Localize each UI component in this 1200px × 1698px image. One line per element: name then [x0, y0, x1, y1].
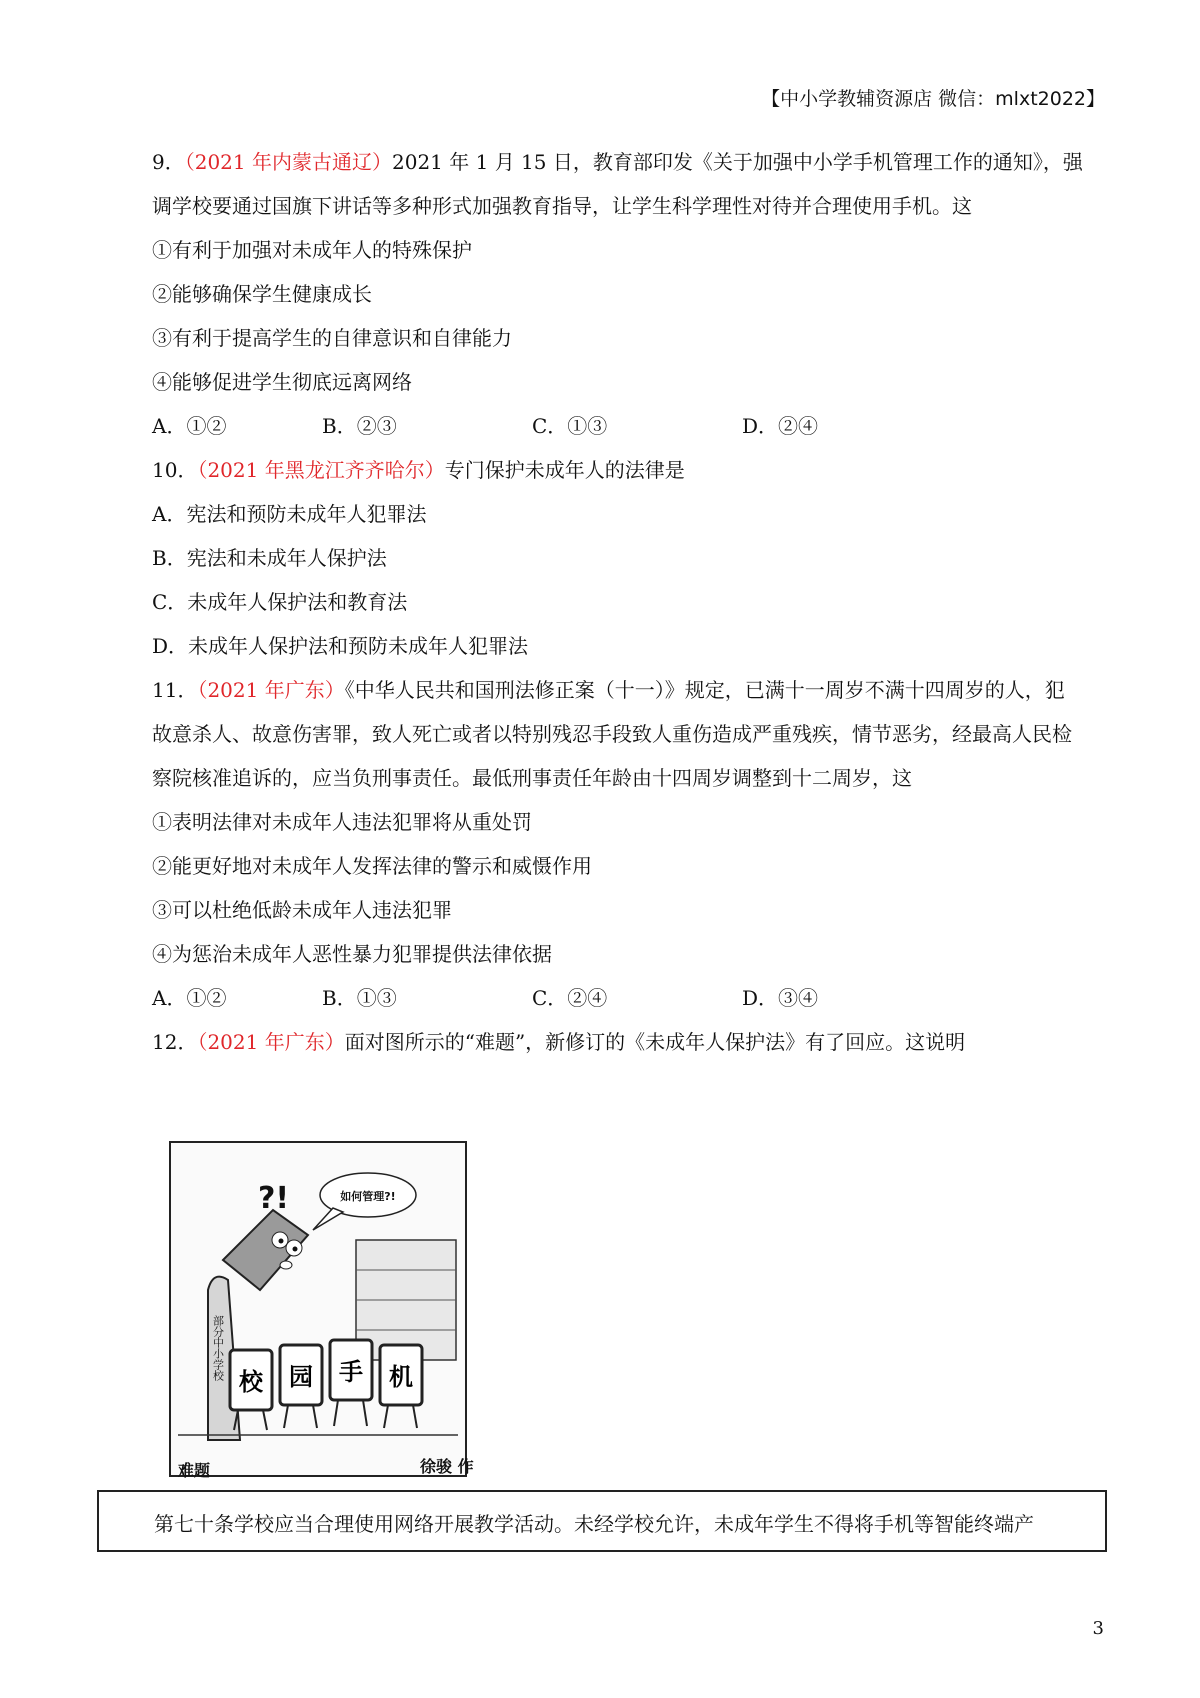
- q10-source: （2021 年黑龙江齐齐哈尔）: [197, 458, 445, 482]
- q9-option-b: B．②③: [322, 414, 397, 438]
- speech-bubble-text: 如何管理?!: [340, 1190, 396, 1203]
- page-number: 3: [1092, 1618, 1104, 1639]
- q10-option-b: B．宪法和未成年人保护法: [152, 546, 387, 570]
- q11-number: 11．: [152, 678, 198, 702]
- phone-char-1: 校: [239, 1368, 263, 1396]
- q9-option-a: A．①②: [152, 414, 227, 438]
- q9-item-1: ①有利于加强对未成年人的特殊保护: [152, 238, 472, 262]
- law-excerpt-text: 第七十条学校应当合理使用网络开展教学活动。未经学校允许，未成年学生不得将手机等智能终端产: [154, 1512, 1034, 1536]
- page-header: 【中小学教辅资源店 微信：mlxt2022】: [761, 88, 1105, 110]
- q12-source: （2021 年广东）: [197, 1030, 345, 1054]
- q9-source: （2021 年内蒙古通辽）: [184, 150, 392, 174]
- cartoon-caption-left: 难题: [178, 1461, 211, 1480]
- phone-char-4: 机: [389, 1363, 413, 1391]
- cartoon-caption-right: 徐骏 作: [420, 1457, 474, 1476]
- q12-stem: [152, 1030, 965, 1054]
- q11-option-a: A．①②: [152, 986, 227, 1010]
- q11-line3: 察院核准追诉的，应当负刑事责任。最低刑事责任年龄由十四周岁调整到十二周岁，这: [152, 766, 912, 790]
- q10-option-c: C．未成年人保护法和教育法: [152, 590, 408, 614]
- question-exclamation-marks: ?!: [258, 1181, 290, 1216]
- q9-line1: [152, 150, 1083, 174]
- q9-item-3: ③有利于提高学生的自律意识和自律能力: [152, 326, 512, 350]
- q9-item-4: ④能够促进学生彻底远离网络: [152, 370, 412, 394]
- phone-char-2: 园: [289, 1363, 313, 1391]
- q11-option-d: D．③④: [742, 986, 819, 1010]
- cartoon-illustration: [168, 1140, 468, 1478]
- q10-number: 10．: [152, 458, 198, 482]
- q10-option-a: A．宪法和预防未成年人犯罪法: [152, 502, 427, 526]
- q10-stem-text: 专门保护未成年人的法律是: [444, 458, 685, 482]
- q12-number: 12．: [152, 1030, 198, 1054]
- q11-line2: 故意杀人、故意伤害罪，致人死亡或者以特别残忍手段致人重伤造成严重残疾，情节恶劣，经最高人民检: [152, 722, 1072, 746]
- q9-option-d: D．②④: [742, 414, 819, 438]
- q11-source: （2021 年广东）: [197, 678, 345, 702]
- q11-line1: [152, 678, 1065, 702]
- q11-item-4: ④为惩治未成年人恶性暴力犯罪提供法律依据: [152, 942, 552, 966]
- q11-item-3: ③可以杜绝低龄未成年人违法犯罪: [152, 898, 452, 922]
- q10-option-d: D．未成年人保护法和预防未成年人犯罪法: [152, 634, 529, 658]
- law-excerpt-box: [97, 1490, 1107, 1552]
- q9-item-2: ②能够确保学生健康成长: [152, 282, 372, 306]
- q12-stem-text: 面对图所示的“难题”，新修订的《未成年人保护法》有了回应。这说明: [344, 1030, 966, 1054]
- q9-number: 9．: [152, 150, 185, 174]
- q11-item-2: ②能更好地对未成年人发挥法律的警示和威慑作用: [152, 854, 592, 878]
- q11-stem-1: 《中华人民共和国刑法修正案（十一）》规定，已满十一周岁不满十四周岁的人，犯: [344, 678, 1065, 702]
- q11-item-1: ①表明法律对未成年人违法犯罪将从重处罚: [152, 810, 532, 834]
- q9-line2: 调学校要通过国旗下讲话等多种形式加强教育指导，让学生科学理性对待并合理使用手机。这: [152, 194, 972, 218]
- q11-option-b: B．①③: [322, 986, 397, 1010]
- phone-char-3: 手: [339, 1358, 363, 1386]
- q9-option-c: C．①③: [532, 414, 608, 438]
- q9-stem-1: 2021 年 1 月 15 日，教育部印发《关于加强中小学手机管理工作的通知》，强: [392, 150, 1083, 174]
- gate-label: 部分中小学校: [211, 1315, 225, 1381]
- q10-stem: [152, 458, 685, 482]
- q11-option-c: C．②④: [532, 986, 608, 1010]
